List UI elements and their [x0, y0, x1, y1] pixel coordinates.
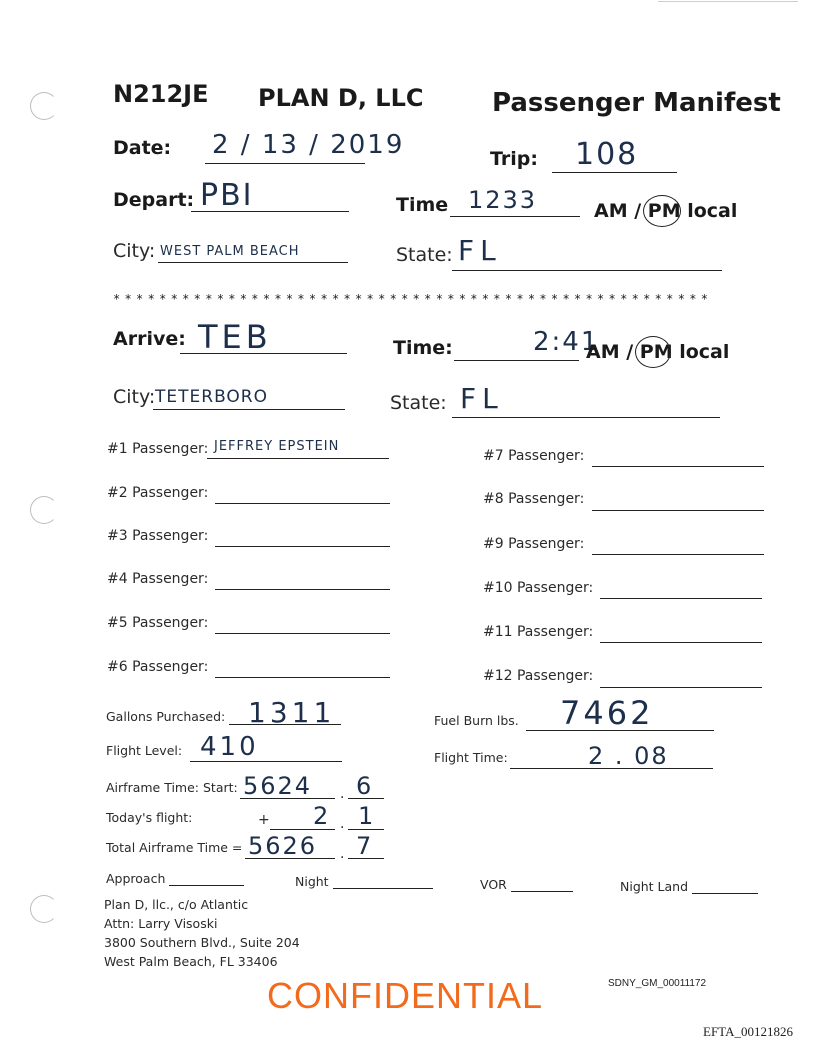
airframe-start-tenth-underline — [348, 798, 384, 799]
passenger-8-underline — [592, 510, 764, 511]
trip-label: Trip: — [490, 148, 538, 170]
passenger-4-underline — [215, 589, 390, 590]
fuel-burn-underline — [526, 730, 714, 731]
depart-ampm: AM / PM local — [594, 200, 738, 222]
passenger-4-label: #4 Passenger: — [107, 571, 209, 587]
efta-number: EFTA_00121826 — [703, 1024, 793, 1039]
date-label: Date: — [113, 137, 172, 159]
passenger-11-label: #11 Passenger: — [483, 624, 594, 640]
total-airframe-whole: 5626 — [248, 832, 318, 860]
todays-flight-plus: + — [258, 812, 270, 828]
passenger-9-underline — [592, 554, 764, 555]
passenger-5-underline — [215, 633, 390, 634]
airframe-start-dot: . — [340, 786, 345, 802]
binder-hole-top — [30, 92, 58, 120]
depart-city-label: City: — [113, 240, 156, 262]
flight-level-label: Flight Level: — [106, 743, 183, 758]
passenger-6-underline — [215, 677, 390, 678]
passenger-1-value: JEFFREY EPSTEIN — [214, 439, 340, 454]
arrive-city-underline — [153, 409, 345, 410]
airframe-start-underline — [240, 798, 335, 799]
gallons-label: Gallons Purchased: — [106, 709, 226, 724]
approach-underline — [169, 885, 244, 886]
tail-number: N212JE — [113, 80, 209, 108]
depart-value: PBI — [200, 178, 254, 213]
depart-time-label: Time — [396, 194, 449, 216]
arrive-city-label: City: — [113, 386, 156, 408]
flight-time-underline — [510, 768, 713, 769]
depart-underline — [191, 211, 349, 212]
total-airframe-underline — [245, 858, 335, 859]
passenger-5-label: #5 Passenger: — [107, 615, 209, 631]
depart-time-value: 1233 — [468, 186, 538, 214]
total-airframe-dot: . — [340, 846, 345, 862]
gallons-underline — [229, 724, 341, 725]
arrive-underline — [180, 353, 347, 354]
passenger-3-underline — [215, 546, 390, 547]
passenger-1-underline — [207, 458, 389, 459]
gallons-value: 1311 — [248, 696, 336, 729]
binder-hole-bottom — [30, 895, 58, 923]
night-label: Night — [295, 874, 329, 889]
depart-state-underline — [452, 270, 722, 271]
arrive-value: TEB — [198, 318, 272, 356]
total-airframe-tenth-underline — [348, 858, 384, 859]
date-underline — [205, 163, 365, 164]
depart-pm-circle — [643, 195, 681, 227]
todays-flight-dot: . — [340, 816, 345, 832]
passenger-8-label: #8 Passenger: — [483, 491, 585, 507]
passenger-2-underline — [215, 503, 390, 504]
passenger-12-label: #12 Passenger: — [483, 668, 594, 684]
arrive-label: Arrive: — [113, 328, 186, 350]
arrive-state-underline — [452, 417, 720, 418]
flight-time-label: Flight Time: — [434, 750, 508, 765]
arrive-pm-circle — [635, 336, 671, 368]
todays-flight-underline — [270, 829, 335, 830]
passenger-11-underline — [600, 642, 762, 643]
passenger-10-label: #10 Passenger: — [483, 580, 594, 596]
depart-label: Depart: — [113, 189, 195, 211]
total-airframe-tenth: 7 — [356, 832, 374, 860]
passenger-6-label: #6 Passenger: — [107, 659, 209, 675]
depart-state-label: State: — [396, 244, 453, 266]
company-name: PLAN D, LLC — [258, 84, 424, 112]
depart-time-underline — [450, 216, 580, 217]
passenger-7-underline — [592, 466, 764, 467]
todays-flight-tenth-underline — [348, 829, 384, 830]
passenger-3-label: #3 Passenger: — [107, 528, 209, 544]
passenger-7-label: #7 Passenger: — [483, 448, 585, 464]
passenger-12-underline — [600, 687, 762, 688]
trip-value: 108 — [575, 137, 639, 172]
airframe-start-tenth: 6 — [356, 772, 374, 800]
todays-flight-label: Today's flight: — [106, 810, 193, 825]
confidential-stamp: CONFIDENTIAL — [267, 975, 544, 1016]
arrive-time-underline — [454, 360, 579, 361]
separator-stars: **************************************************** — [113, 292, 713, 306]
depart-city-value: WEST PALM BEACH — [160, 244, 300, 259]
trip-underline — [552, 172, 677, 173]
fuel-burn-value: 7462 — [560, 694, 654, 732]
binder-hole-middle — [30, 496, 58, 524]
todays-flight-tenth: 1 — [358, 802, 376, 830]
night-land-underline — [692, 893, 758, 894]
arrive-ampm: AM / PM local — [586, 341, 730, 363]
address-line-1: Plan D, llc., c/o Atlantic — [104, 897, 249, 912]
address-line-2: Attn: Larry Visoski — [104, 916, 218, 931]
approach-label: Approach — [106, 871, 166, 886]
vor-label: VOR — [480, 877, 507, 892]
depart-state-value: FL — [458, 234, 502, 267]
todays-flight-whole: 2 — [313, 802, 331, 830]
date-value: 2 / 13 / 2019 — [212, 130, 405, 160]
flight-level-underline — [190, 761, 342, 762]
passenger-10-underline — [600, 598, 762, 599]
bates-number: SDNY_GM_00011172 — [608, 978, 707, 989]
address-line-3: 3800 Southern Blvd., Suite 204 — [104, 935, 300, 950]
arrive-state-label: State: — [390, 392, 447, 414]
vor-underline — [511, 891, 573, 892]
document-title: Passenger Manifest — [492, 88, 781, 118]
airframe-start-whole: 5624 — [243, 772, 313, 800]
night-land-label: Night Land — [620, 879, 689, 894]
depart-city-underline — [158, 262, 348, 263]
passenger-9-label: #9 Passenger: — [483, 536, 585, 552]
total-airframe-label: Total Airframe Time = — [106, 840, 243, 855]
flight-level-value: 410 — [200, 732, 259, 762]
night-underline — [333, 888, 433, 889]
airframe-start-label: Airframe Time: Start: — [106, 780, 238, 795]
scan-edge-mark — [658, 1, 798, 2]
arrive-time-label: Time: — [393, 337, 453, 359]
fuel-burn-label: Fuel Burn lbs. — [434, 713, 519, 728]
arrive-time-value: 2:41 — [533, 327, 600, 357]
arrive-state-value: FL — [460, 382, 504, 415]
passenger-1-label: #1 Passenger: — [107, 441, 209, 457]
arrive-city-value: TETERBORO — [155, 387, 269, 407]
passenger-2-label: #2 Passenger: — [107, 485, 209, 501]
flight-time-value: 2 . 08 — [588, 742, 669, 770]
address-line-4: West Palm Beach, FL 33406 — [104, 954, 278, 969]
